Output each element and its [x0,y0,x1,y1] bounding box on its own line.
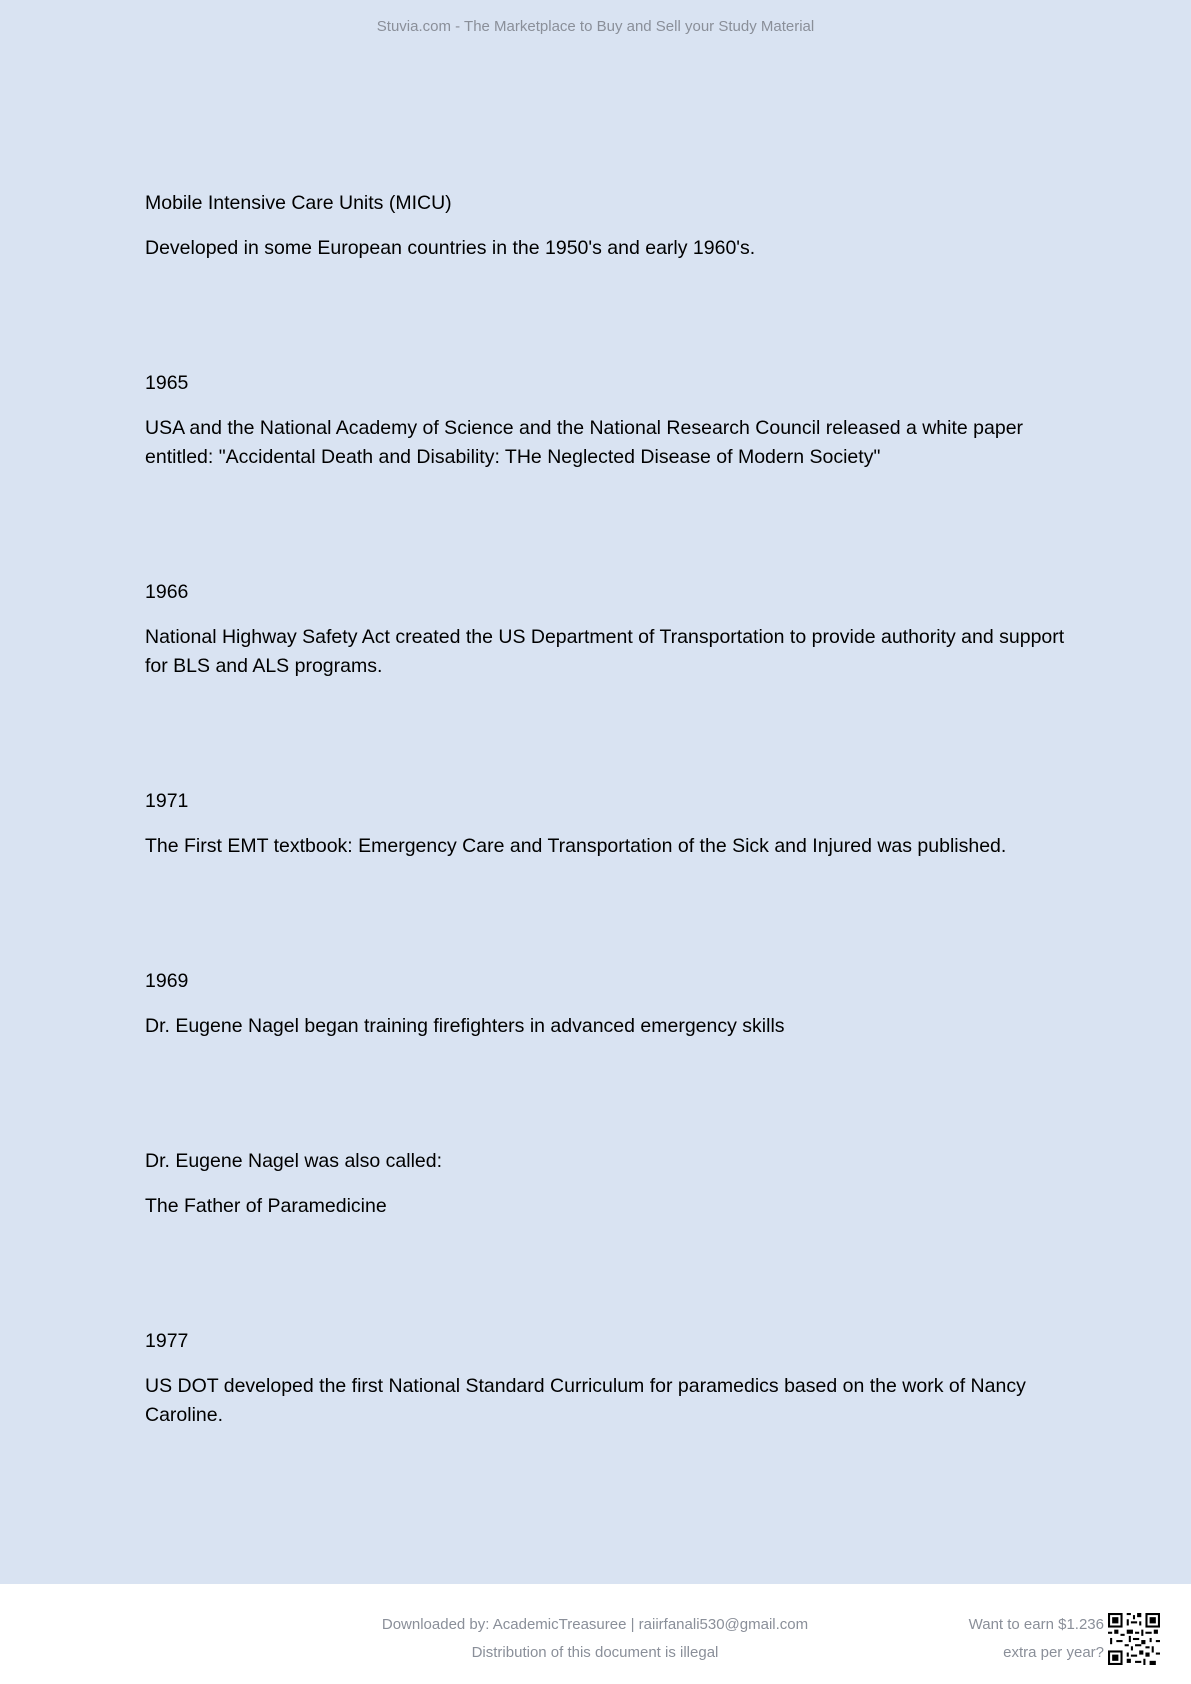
entry-question: 1969 [145,970,189,992]
entry-answer: The First EMT textbook: Emergency Care and Transportation of the Sick and Injured was published. [145,835,1007,857]
entry-question: 1971 [145,790,189,812]
qr-code-icon[interactable] [1108,1613,1160,1665]
entry-micu [145,189,1075,263]
entry-answer: US DOT developed the first National Standard Curriculum for paramedics based on the work of Nancy Caroline. [145,1375,1026,1426]
entry-answer: The Father of Paramedicine [145,1195,387,1217]
header-watermark: Stuvia.com - The Marketplace to Buy and Sell your Study Material [376,18,815,35]
entry-nagel [145,1147,1075,1221]
entry-answer: USA and the National Academy of Science and the National Research Council released a white paper entitled: "Accidental Death and Disability: THe Neglected Disease of Modern Society" [145,417,1024,468]
entry-question: Mobile Intensive Care Units (MICU) [145,192,452,214]
downloaded-by-text: Downloaded by: AcademicTreasuree | raiirfanali530@gmail.com [381,1616,809,1633]
entry-answer: Developed in some European countries in the 1950's and early 1960's. [145,237,756,259]
entry-answer: Dr. Eugene Nagel began training firefighters in advanced emergency skills [145,1015,785,1037]
entry-question: 1977 [145,1330,189,1352]
entry-1965 [145,369,1075,472]
entry-1971 [145,787,1075,861]
entry-1969 [145,967,1075,1041]
entry-question: 1966 [145,581,189,603]
entry-question: 1965 [145,372,189,394]
earn-line-2[interactable]: extra per year? [1003,1644,1104,1661]
footer [0,1584,1191,1684]
distribution-notice: Distribution of this document is illegal [471,1644,719,1661]
entry-question: Dr. Eugene Nagel was also called: [145,1150,443,1172]
entry-1977 [145,1327,1075,1430]
entry-1966 [145,578,1075,681]
earn-line-1[interactable]: Want to earn $1.236 [968,1616,1104,1633]
entry-answer: National Highway Safety Act created the US Department of Transportation to provide authority and support for BLS and ALS programs. [145,626,1065,677]
